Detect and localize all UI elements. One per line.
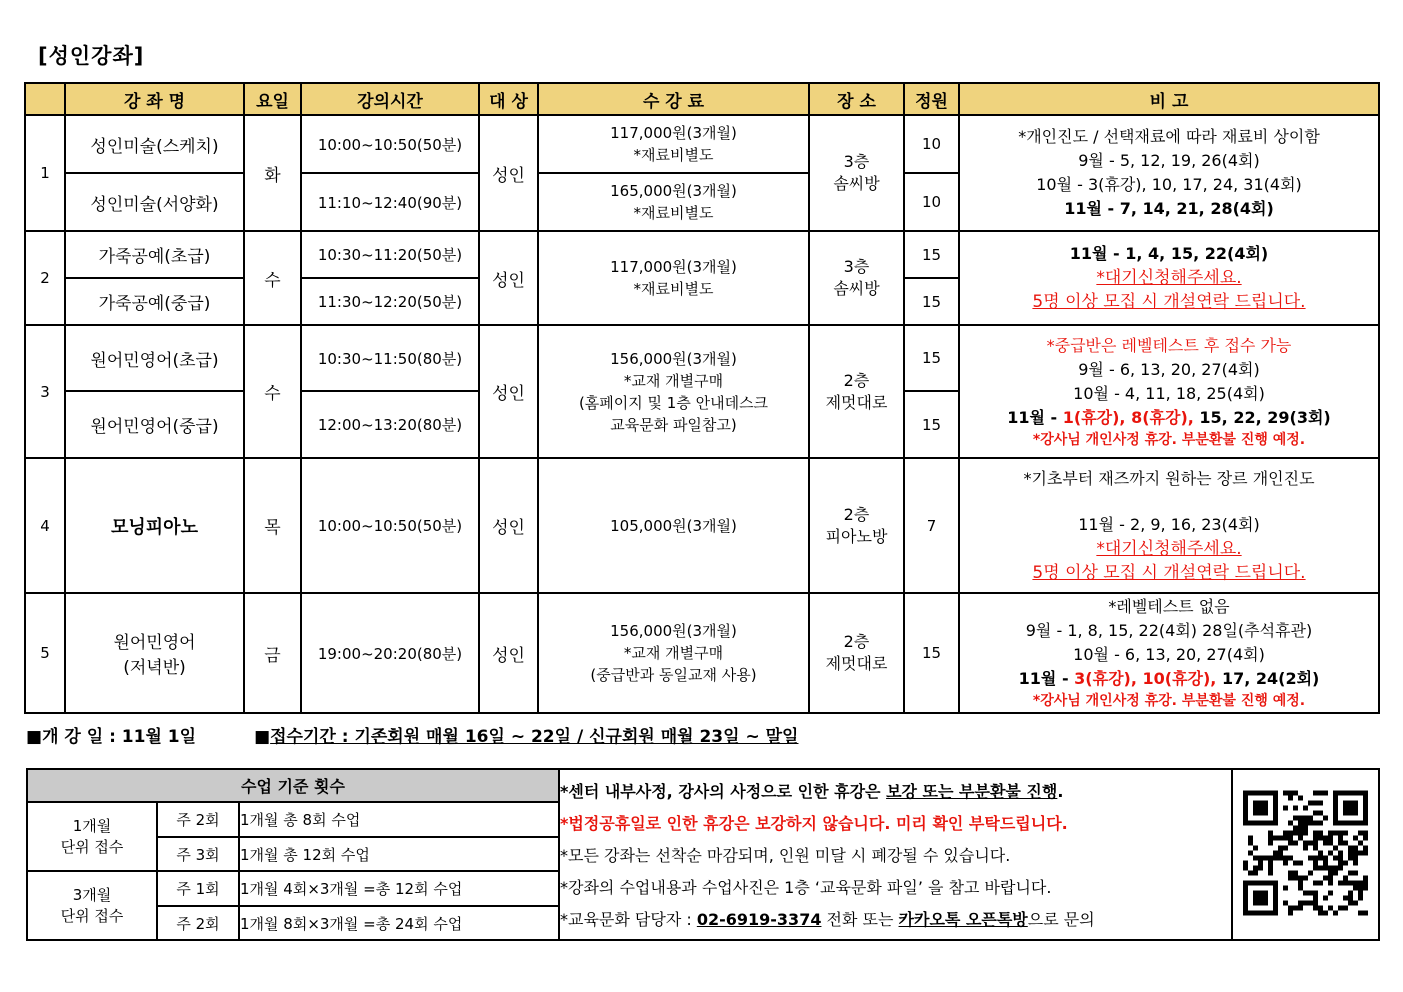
square-bullet-icon: ■ — [254, 727, 271, 747]
target-audience: 성인 — [479, 231, 538, 325]
row-number: 3 — [25, 325, 65, 458]
table-row — [25, 231, 1379, 278]
target-audience: 성인 — [479, 115, 538, 231]
remarks: 11월 - 1, 4, 15, 22(4회) *대기신청해주세요. 5명 이상 모집 시 개설연락 드립니다. — [959, 231, 1379, 325]
basis-group-label: 1개월 단위 접수 — [27, 802, 157, 871]
location: 2층 제멋대로 — [809, 325, 904, 458]
remarks: *레벨테스트 없음 9월 - 1, 8, 15, 22(4회) 28일(추석휴관) 10월 - 6, 13, 20, 27(4회) 11월 - 3(휴강), 10(휴강), 17, 24(2회) *강사님 개인사정 휴강. 부분환불 진행 예정. — [959, 593, 1379, 713]
row-number: 4 — [25, 458, 65, 593]
header-num — [25, 83, 65, 115]
course-name: 성인미술(스케치) — [65, 115, 244, 173]
class-time: 11:10~12:40(90분) — [301, 173, 479, 231]
table-row — [25, 458, 1379, 593]
capacity: 15 — [904, 325, 959, 391]
header-place: 장 소 — [809, 83, 904, 115]
target-audience: 성인 — [479, 593, 538, 713]
location: 3층 솜씨방 — [809, 231, 904, 325]
header-capacity: 정원 — [904, 83, 959, 115]
fee: 117,000원(3개월) *재료비별도 — [538, 115, 809, 173]
course-name: 모닝피아노 — [65, 458, 244, 593]
table-header-row — [25, 83, 1379, 115]
class-time: 10:30~11:50(80분) — [301, 325, 479, 391]
remarks: *중급반은 레벨테스트 후 접수 가능 9월 - 6, 13, 20, 27(4회) 10월 - 4, 11, 18, 25(4회) 11월 - 1(휴강), 8(휴강), 15, 22, 29(3회) *강사님 개인사정 휴강. 부분환불 진행 예정. — [959, 325, 1379, 458]
table-row — [27, 769, 1379, 802]
adult-class-schedule-table — [24, 82, 1380, 714]
spacer — [960, 491, 1378, 513]
frequency-desc: 1개월 총 8회 수업 — [239, 802, 559, 837]
class-time: 10:00~10:50(50분) — [301, 115, 479, 173]
fee: 156,000원(3개월) *교재 개별구매 (중급반과 동일교재 사용) — [538, 593, 809, 713]
course-name: 가죽공예(중급) — [65, 278, 244, 325]
registration-period: 접수기간 : 기존회원 매월 16일 ~ 22일 / 신규회원 매월 23일 ~ 말일 — [270, 727, 799, 747]
qr-code — [1243, 787, 1368, 919]
day-of-week: 수 — [244, 231, 301, 325]
day-of-week: 화 — [244, 115, 301, 231]
location: 3층 솜씨방 — [809, 115, 904, 231]
day-of-week: 금 — [244, 593, 301, 713]
target-audience: 성인 — [479, 458, 538, 593]
header-note: 비 고 — [959, 83, 1379, 115]
capacity: 15 — [904, 593, 959, 713]
table-row — [25, 115, 1379, 173]
class-time: 10:30~11:20(50분) — [301, 231, 479, 278]
capacity: 7 — [904, 458, 959, 593]
general-notes: *센터 내부사정, 강사의 사정으로 인한 휴강은 보강 또는 부분환불 진행. *법정공휴일로 인한 휴강은 보강하지 않습니다. 미리 확인 부탁드립니다. *모든 강좌는 선착순 마감되며, 인원 미달 시 폐강될 수 있습니다. *강좌의 수업내용과 수업사진은 1층 ‘교육문화 파일’ 을 참고 바랍니다. *교육문화 담당자 : 02-6919-3374 전화 또는 카카오톡 오픈톡방으로 문의 — [559, 769, 1232, 940]
basis-table-title: 수업 기준 횟수 — [27, 769, 559, 802]
course-name: 성인미술(서양화) — [65, 173, 244, 231]
target-audience: 성인 — [479, 325, 538, 458]
frequency: 주 2회 — [157, 906, 239, 940]
square-bullet-icon: ■ — [26, 727, 43, 747]
fee: 117,000원(3개월) *재료비별도 — [538, 231, 809, 325]
capacity: 10 — [904, 115, 959, 173]
class-basis-and-notes-table — [26, 768, 1380, 941]
kakao-openchat-label: 카카오톡 오픈톡방 — [898, 910, 1028, 929]
capacity: 10 — [904, 173, 959, 231]
row-number: 1 — [25, 115, 65, 231]
row-number: 5 — [25, 593, 65, 713]
qr-code-cell — [1232, 769, 1379, 940]
frequency: 주 3회 — [157, 837, 239, 871]
table-row — [25, 593, 1379, 713]
opening-date-line — [26, 722, 798, 747]
remarks: *기초부터 재즈까지 원하는 장르 개인진도 11월 - 2, 9, 16, 23(4회) *대기신청해주세요. 5명 이상 모집 시 개설연락 드립니다. — [959, 458, 1379, 593]
day-of-week: 목 — [244, 458, 301, 593]
location: 2층 제멋대로 — [809, 593, 904, 713]
opening-date: 개 강 일 : 11월 1일 — [42, 727, 197, 747]
capacity: 15 — [904, 231, 959, 278]
class-time: 12:00~13:20(80분) — [301, 391, 479, 458]
header-day: 요일 — [244, 83, 301, 115]
class-time: 19:00~20:20(80분) — [301, 593, 479, 713]
frequency-desc: 1개월 8회×3개월 =총 24회 수업 — [239, 906, 559, 940]
frequency: 주 2회 — [157, 802, 239, 837]
fee: 105,000원(3개월) — [538, 458, 809, 593]
course-name: 원어민영어(초급) — [65, 325, 244, 391]
frequency-desc: 1개월 총 12회 수업 — [239, 837, 559, 871]
fee: 165,000원(3개월) *재료비별도 — [538, 173, 809, 231]
course-name: 원어민영어(중급) — [65, 391, 244, 458]
class-time: 11:30~12:20(50분) — [301, 278, 479, 325]
page-title: [성인강좌] — [38, 44, 145, 68]
table-row — [25, 325, 1379, 391]
capacity: 15 — [904, 278, 959, 325]
remarks: *개인진도 / 선택재료에 따라 재료비 상이함 9월 - 5, 12, 19, 26(4회) 10월 - 3(휴강), 10, 17, 24, 31(4회) 11월 - 7, 14, 21, 28(4회) — [959, 115, 1379, 231]
basis-group-label: 3개월 단위 접수 — [27, 871, 157, 940]
header-course-name: 강 좌 명 — [65, 83, 244, 115]
row-number: 2 — [25, 231, 65, 325]
frequency-desc: 1개월 4회×3개월 =총 12회 수업 — [239, 871, 559, 906]
header-fee: 수 강 료 — [538, 83, 809, 115]
fee: 156,000원(3개월) *교재 개별구매 (홈페이지 및 1층 안내데스크 교육문화 파일참고) — [538, 325, 809, 458]
course-name: 가죽공예(초급) — [65, 231, 244, 278]
frequency: 주 1회 — [157, 871, 239, 906]
day-of-week: 수 — [244, 325, 301, 458]
class-time: 10:00~10:50(50분) — [301, 458, 479, 593]
capacity: 15 — [904, 391, 959, 458]
header-time: 강의시간 — [301, 83, 479, 115]
location: 2층 피아노방 — [809, 458, 904, 593]
header-target: 대 상 — [479, 83, 538, 115]
course-name: 원어민영어 (저녁반) — [65, 593, 244, 713]
phone-number: 02-6919-3374 — [696, 910, 822, 929]
